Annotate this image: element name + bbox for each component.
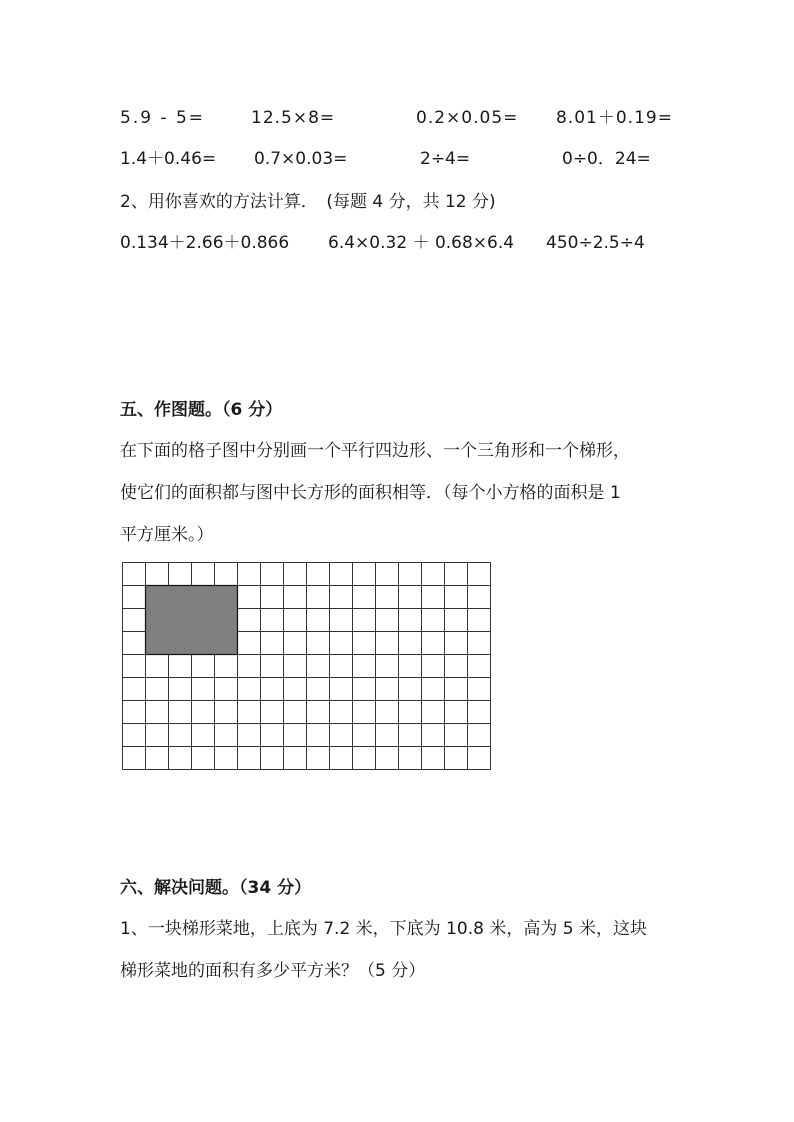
calc-item: 0.2×0.05= (416, 108, 519, 128)
calc-item: 0÷0．24= (562, 149, 651, 169)
section-heading: 六、解决问题。（34 分） (120, 878, 312, 898)
grid-figure (122, 562, 492, 775)
section-heading: 五、作图题。（6 分） (120, 400, 283, 420)
shaded-rectangle (146, 586, 238, 655)
calc-item: 12.5×8= (251, 108, 336, 128)
calc-item: 6.4×0.32 ＋ 0.68×6.4 (328, 233, 515, 253)
calc-item: 450÷2.5÷4 (546, 233, 645, 253)
paragraph-line: 使它们的面积都与图中长方形的面积相等．（每个小方格的面积是 1 (120, 483, 621, 503)
calc-item: 0.7×0.03= (254, 149, 348, 169)
paragraph-line: 在下面的格子图中分别画一个平行四边形、一个三角形和一个梯形， (120, 441, 630, 461)
calc-item: 8.01＋0.19= (556, 108, 673, 128)
square-grid (122, 562, 492, 775)
calc-item: 2÷4= (420, 149, 471, 169)
calc-item: 5.9 - 5= (120, 108, 206, 128)
problem-text: 梯形菜地的面积有多少平方米？（5 分） (120, 961, 426, 981)
question-heading: 2、用你喜欢的方法计算． (每题 4 分，共 12 分) (120, 192, 496, 212)
problem-text: 1、一块梯形菜地，上底为 7.2 米，下底为 10.8 米，高为 5 米，这块 (120, 919, 647, 939)
calc-item: 1.4＋0.46= (120, 149, 217, 169)
paragraph-line: 平方厘米。） (120, 525, 214, 545)
calc-item: 0.134＋2.66＋0.866 (120, 233, 290, 253)
